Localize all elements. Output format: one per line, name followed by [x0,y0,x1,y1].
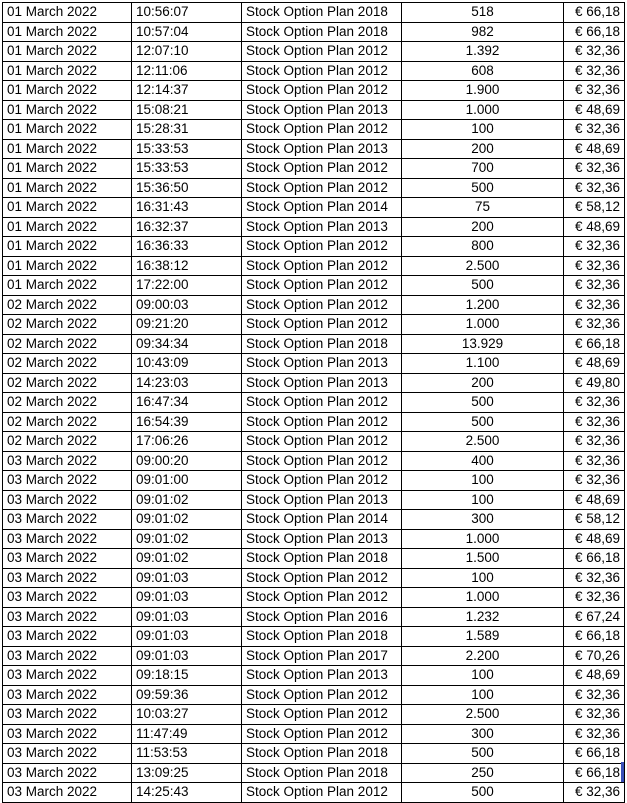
quantity-cell: 1.589 [402,627,564,647]
price-cell: € 58,12 [564,198,625,218]
quantity-cell: 1.200 [402,295,564,315]
table-row [3,159,625,179]
plan-cell: Stock Option Plan 2012 [242,451,402,471]
plan-cell: Stock Option Plan 2014 [242,198,402,218]
quantity-cell: 250 [402,763,564,783]
plan-cell: Stock Option Plan 2012 [242,276,402,296]
time-cell: 17:06:26 [132,432,242,452]
table-row [3,705,625,725]
price-cell: € 58,12 [564,510,625,530]
table-row [3,490,625,510]
time-cell: 16:32:37 [132,217,242,237]
date-cell: 03 March 2022 [3,627,132,647]
plan-cell: Stock Option Plan 2012 [242,42,402,62]
table-row [3,529,625,549]
selection-edge-marker [621,762,624,782]
price-cell: € 48,69 [564,529,625,549]
date-cell: 01 March 2022 [3,3,132,23]
time-cell: 09:01:03 [132,627,242,647]
plan-cell: Stock Option Plan 2012 [242,568,402,588]
quantity-cell: 100 [402,685,564,705]
time-cell: 09:01:02 [132,529,242,549]
price-cell: € 32,36 [564,178,625,198]
table-row [3,178,625,198]
time-cell: 09:01:03 [132,568,242,588]
price-cell: € 48,69 [564,100,625,120]
quantity-cell: 1.000 [402,529,564,549]
plan-cell: Stock Option Plan 2017 [242,646,402,666]
table-row [3,627,625,647]
quantity-cell: 2.200 [402,646,564,666]
quantity-cell: 500 [402,744,564,764]
plan-cell: Stock Option Plan 2012 [242,120,402,140]
plan-cell: Stock Option Plan 2012 [242,295,402,315]
date-cell: 03 March 2022 [3,763,132,783]
date-cell: 03 March 2022 [3,724,132,744]
plan-cell: Stock Option Plan 2013 [242,217,402,237]
time-cell: 16:54:39 [132,412,242,432]
quantity-cell: 500 [402,412,564,432]
time-cell: 16:38:12 [132,256,242,276]
price-cell: € 66,18 [564,744,625,764]
plan-cell: Stock Option Plan 2018 [242,549,402,569]
plan-cell: Stock Option Plan 2012 [242,256,402,276]
table-row [3,666,625,686]
price-cell: € 32,36 [564,685,625,705]
plan-cell: Stock Option Plan 2012 [242,685,402,705]
quantity-cell: 500 [402,393,564,413]
date-cell: 03 March 2022 [3,529,132,549]
table-row [3,198,625,218]
quantity-cell: 1.000 [402,588,564,608]
time-cell: 15:28:31 [132,120,242,140]
table-row [3,295,625,315]
time-cell: 15:33:53 [132,159,242,179]
time-cell: 09:01:03 [132,646,242,666]
plan-cell: Stock Option Plan 2018 [242,627,402,647]
price-cell: € 32,36 [564,237,625,257]
price-cell: € 32,36 [564,783,625,803]
table-row [3,724,625,744]
time-cell: 10:03:27 [132,705,242,725]
price-cell: € 32,36 [564,393,625,413]
transactions-table [2,2,625,803]
date-cell: 01 March 2022 [3,237,132,257]
price-cell: € 32,36 [564,42,625,62]
plan-cell: Stock Option Plan 2012 [242,724,402,744]
time-cell: 16:36:33 [132,237,242,257]
date-cell: 01 March 2022 [3,217,132,237]
quantity-cell: 100 [402,568,564,588]
table-row [3,315,625,335]
table-row [3,783,625,803]
time-cell: 15:36:50 [132,178,242,198]
quantity-cell: 100 [402,666,564,686]
quantity-cell: 500 [402,783,564,803]
quantity-cell: 200 [402,373,564,393]
table-row [3,451,625,471]
price-cell: € 32,36 [564,412,625,432]
price-cell: € 32,36 [564,276,625,296]
table-row [3,100,625,120]
quantity-cell: 608 [402,61,564,81]
quantity-cell: 1.232 [402,607,564,627]
date-cell: 03 March 2022 [3,646,132,666]
time-cell: 15:08:21 [132,100,242,120]
date-cell: 03 March 2022 [3,783,132,803]
table-row [3,217,625,237]
quantity-cell: 1.100 [402,354,564,374]
price-cell: € 70,26 [564,646,625,666]
price-cell: € 32,36 [564,61,625,81]
plan-cell: Stock Option Plan 2012 [242,471,402,491]
table-row [3,334,625,354]
price-cell: € 48,69 [564,354,625,374]
plan-cell: Stock Option Plan 2012 [242,588,402,608]
quantity-cell: 75 [402,198,564,218]
date-cell: 03 March 2022 [3,451,132,471]
date-cell: 03 March 2022 [3,568,132,588]
time-cell: 09:18:15 [132,666,242,686]
plan-cell: Stock Option Plan 2013 [242,666,402,686]
quantity-cell: 1.900 [402,81,564,101]
plan-cell: Stock Option Plan 2012 [242,178,402,198]
date-cell: 02 March 2022 [3,412,132,432]
table-row [3,120,625,140]
time-cell: 09:01:02 [132,510,242,530]
date-cell: 02 March 2022 [3,432,132,452]
table-row [3,354,625,374]
plan-cell: Stock Option Plan 2012 [242,81,402,101]
time-cell: 17:22:00 [132,276,242,296]
plan-cell: Stock Option Plan 2012 [242,705,402,725]
date-cell: 01 March 2022 [3,256,132,276]
plan-cell: Stock Option Plan 2013 [242,354,402,374]
date-cell: 01 March 2022 [3,61,132,81]
quantity-cell: 300 [402,510,564,530]
date-cell: 01 March 2022 [3,42,132,62]
table-row [3,22,625,42]
time-cell: 13:09:25 [132,763,242,783]
plan-cell: Stock Option Plan 2012 [242,237,402,257]
table-row [3,373,625,393]
table-row [3,276,625,296]
price-cell: € 32,36 [564,81,625,101]
price-cell: € 66,18 [564,627,625,647]
table-row [3,607,625,627]
quantity-cell: 518 [402,3,564,23]
plan-cell: Stock Option Plan 2012 [242,412,402,432]
plan-cell: Stock Option Plan 2013 [242,490,402,510]
time-cell: 09:01:00 [132,471,242,491]
date-cell: 02 March 2022 [3,315,132,335]
time-cell: 12:11:06 [132,61,242,81]
table-row [3,685,625,705]
plan-cell: Stock Option Plan 2016 [242,607,402,627]
plan-cell: Stock Option Plan 2013 [242,529,402,549]
quantity-cell: 1.500 [402,549,564,569]
table-row [3,432,625,452]
price-cell: € 66,18 [564,334,625,354]
price-cell: € 32,36 [564,256,625,276]
table-row [3,588,625,608]
quantity-cell: 100 [402,120,564,140]
quantity-cell: 400 [402,451,564,471]
time-cell: 09:00:03 [132,295,242,315]
date-cell: 01 March 2022 [3,22,132,42]
time-cell: 15:33:53 [132,139,242,159]
price-cell: € 48,69 [564,139,625,159]
quantity-cell: 2.500 [402,705,564,725]
price-cell: € 66,18 [564,549,625,569]
date-cell: 01 March 2022 [3,159,132,179]
price-cell: € 32,36 [564,432,625,452]
table-row [3,256,625,276]
table-row [3,42,625,62]
price-cell: € 49,80 [564,373,625,393]
date-cell: 03 March 2022 [3,471,132,491]
plan-cell: Stock Option Plan 2013 [242,100,402,120]
price-cell: € 32,36 [564,724,625,744]
date-cell: 02 March 2022 [3,373,132,393]
time-cell: 12:14:37 [132,81,242,101]
table-body [3,3,625,803]
date-cell: 03 March 2022 [3,549,132,569]
plan-cell: Stock Option Plan 2018 [242,744,402,764]
time-cell: 11:47:49 [132,724,242,744]
date-cell: 01 March 2022 [3,198,132,218]
date-cell: 01 March 2022 [3,178,132,198]
price-cell: € 32,36 [564,159,625,179]
date-cell: 01 March 2022 [3,100,132,120]
quantity-cell: 2.500 [402,432,564,452]
plan-cell: Stock Option Plan 2012 [242,315,402,335]
time-cell: 09:59:36 [132,685,242,705]
table-row [3,412,625,432]
price-cell: € 48,69 [564,217,625,237]
price-cell: € 32,36 [564,315,625,335]
table-row [3,763,625,783]
quantity-cell: 700 [402,159,564,179]
time-cell: 09:34:34 [132,334,242,354]
table-row [3,568,625,588]
plan-cell: Stock Option Plan 2018 [242,3,402,23]
date-cell: 02 March 2022 [3,354,132,374]
time-cell: 10:57:04 [132,22,242,42]
plan-cell: Stock Option Plan 2012 [242,61,402,81]
table-row [3,61,625,81]
plan-cell: Stock Option Plan 2018 [242,22,402,42]
time-cell: 09:00:20 [132,451,242,471]
plan-cell: Stock Option Plan 2012 [242,393,402,413]
time-cell: 09:01:03 [132,588,242,608]
table-row [3,549,625,569]
quantity-cell: 800 [402,237,564,257]
quantity-cell: 200 [402,217,564,237]
plan-cell: Stock Option Plan 2013 [242,373,402,393]
price-cell: € 32,36 [564,451,625,471]
date-cell: 02 March 2022 [3,295,132,315]
price-cell: € 66,18 [564,22,625,42]
price-cell: € 32,36 [564,568,625,588]
date-cell: 03 March 2022 [3,685,132,705]
quantity-cell: 300 [402,724,564,744]
table-row [3,81,625,101]
date-cell: 03 March 2022 [3,588,132,608]
price-cell: € 32,36 [564,705,625,725]
date-cell: 01 March 2022 [3,276,132,296]
price-cell: € 32,36 [564,295,625,315]
date-cell: 01 March 2022 [3,139,132,159]
date-cell: 03 March 2022 [3,607,132,627]
date-cell: 01 March 2022 [3,120,132,140]
quantity-cell: 500 [402,178,564,198]
date-cell: 03 March 2022 [3,510,132,530]
date-cell: 02 March 2022 [3,334,132,354]
plan-cell: Stock Option Plan 2012 [242,159,402,179]
time-cell: 09:01:03 [132,607,242,627]
table-row [3,510,625,530]
time-cell: 10:43:09 [132,354,242,374]
quantity-cell: 100 [402,490,564,510]
table-row [3,139,625,159]
price-cell: € 32,36 [564,120,625,140]
price-cell: € 66,18 [564,3,625,23]
plan-cell: Stock Option Plan 2014 [242,510,402,530]
date-cell: 01 March 2022 [3,81,132,101]
quantity-cell: 1.392 [402,42,564,62]
plan-cell: Stock Option Plan 2018 [242,334,402,354]
date-cell: 03 March 2022 [3,744,132,764]
time-cell: 16:47:34 [132,393,242,413]
time-cell: 12:07:10 [132,42,242,62]
price-cell: € 32,36 [564,588,625,608]
table-row [3,3,625,23]
date-cell: 03 March 2022 [3,666,132,686]
time-cell: 09:01:02 [132,549,242,569]
price-cell: € 32,36 [564,471,625,491]
table-row [3,646,625,666]
price-cell: € 48,69 [564,490,625,510]
quantity-cell: 982 [402,22,564,42]
plan-cell: Stock Option Plan 2013 [242,139,402,159]
table-row [3,237,625,257]
quantity-cell: 1.000 [402,100,564,120]
time-cell: 14:25:43 [132,783,242,803]
table-row [3,471,625,491]
time-cell: 09:21:20 [132,315,242,335]
date-cell: 03 March 2022 [3,705,132,725]
quantity-cell: 2.500 [402,256,564,276]
time-cell: 09:01:02 [132,490,242,510]
plan-cell: Stock Option Plan 2012 [242,432,402,452]
table-row [3,393,625,413]
time-cell: 14:23:03 [132,373,242,393]
quantity-cell: 200 [402,139,564,159]
time-cell: 11:53:53 [132,744,242,764]
price-cell: € 48,69 [564,666,625,686]
price-cell: € 67,24 [564,607,625,627]
quantity-cell: 100 [402,471,564,491]
quantity-cell: 1.000 [402,315,564,335]
date-cell: 03 March 2022 [3,490,132,510]
table-row [3,744,625,764]
plan-cell: Stock Option Plan 2012 [242,783,402,803]
price-cell: € 66,18 [564,763,625,783]
plan-cell: Stock Option Plan 2018 [242,763,402,783]
time-cell: 10:56:07 [132,3,242,23]
date-cell: 02 March 2022 [3,393,132,413]
quantity-cell: 500 [402,276,564,296]
quantity-cell: 13.929 [402,334,564,354]
time-cell: 16:31:43 [132,198,242,218]
